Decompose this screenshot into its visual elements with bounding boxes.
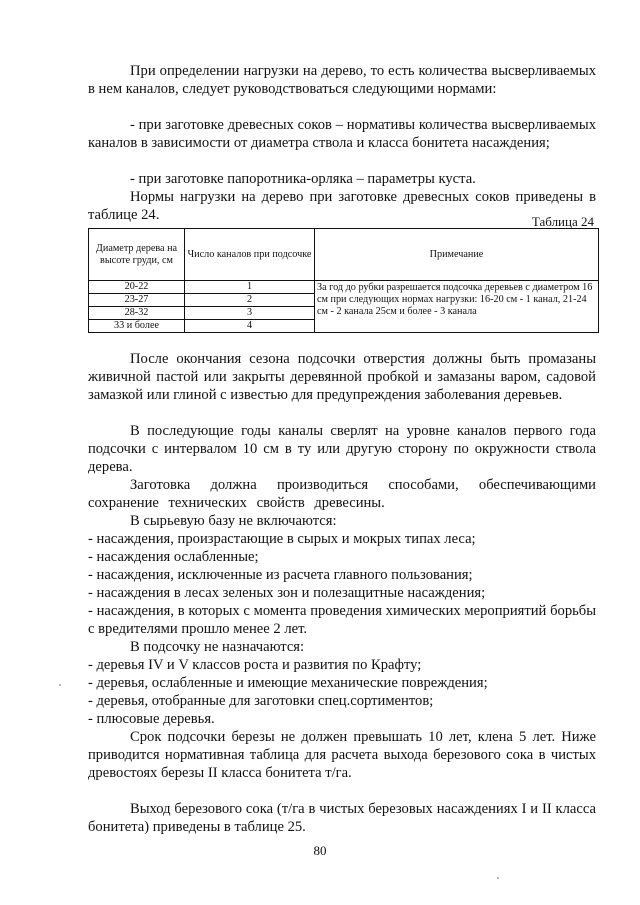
paragraph-bracken-norms: - при заготовке папоротника-орляка – параметры куста. xyxy=(130,171,476,187)
cell-channels: 3 xyxy=(185,307,315,320)
list-item: - плюсовые деревья. xyxy=(88,711,215,727)
list-item: - насаждения ослабленные; xyxy=(88,549,259,565)
cell-diameter: 20-22 xyxy=(89,281,185,294)
paragraph-table-25-ref: Выход березового сока (т/га в чистых березовых насаждениях I и II класса бонитета) приведены в таблице 25. xyxy=(88,801,596,835)
table-24-caption: Таблица 24 xyxy=(531,214,594,229)
list-item: - насаждения, произрастающие в сырых и мокрых типах леса; xyxy=(88,531,476,547)
table-24 xyxy=(88,228,599,333)
list-item: - насаждения в лесах зеленых зон и полезащитные насаждения; xyxy=(88,585,486,601)
list-item: - деревья, отобранные для заготовки спец.сортиментов; xyxy=(88,693,434,709)
cell-diameter: 33 и более xyxy=(89,320,185,333)
cell-channels: 2 xyxy=(185,294,315,307)
paragraph-not-assigned-heading: В подсочку не назначаются: xyxy=(130,639,305,655)
list-item: - деревья, ослабленные и имеющие механические повреждения; xyxy=(88,675,488,691)
list-item: - насаждения, исключенные из расчета главного пользования; xyxy=(88,567,473,583)
cell-channels: 4 xyxy=(185,320,315,333)
paragraph-tapping-period: Срок подсочки березы не должен превышать 10 лет, клена 5 лет. Ниже приводится нормативная таблица для расчета выхода березового сока в чистых древостоях березы II класса бонитета т/га. xyxy=(88,729,596,781)
cell-diameter: 23-27 xyxy=(89,294,185,307)
paragraph-excluded-heading: В сырьевую базу не включаются: xyxy=(130,513,337,529)
list-item: - насаждения, в которых с момента проведения химических мероприятий борьбы с вредителями прошло менее 2 лет. xyxy=(88,603,596,637)
scan-speck xyxy=(497,877,499,879)
scan-speck xyxy=(59,684,61,686)
header-diameter: Диаметр дерева на высоте груди, см xyxy=(89,229,185,281)
paragraph-sealing: После окончания сезона подсочки отверстия должны быть промазаны живичной пастой или закрыты деревянной пробкой и замазаны варом, садовой замазкой или глиной с известью для предупреждения заболевания деревьев. xyxy=(88,351,596,403)
cell-channels: 1 xyxy=(185,281,315,294)
paragraph-harvest-methods: Заготовка должна производиться способами, обеспечивающими сохранение технических свойств древесины. xyxy=(88,477,596,511)
header-note: Примечание xyxy=(315,229,599,281)
cell-diameter: 28-32 xyxy=(89,307,185,320)
list-item: - деревья IV и V классов роста и развития по Крафту; xyxy=(88,657,422,673)
paragraph-sap-norms: - при заготовке древесных соков – нормативы количества высверливаемых каналов в зависимости от диаметра ствола и класса бонитета насаждения; xyxy=(88,117,596,151)
paragraph-load-norms: При определении нагрузки на дерево, то есть количества высверливаемых в нем каналов, следует руководствоваться следующими нормами: xyxy=(88,63,596,97)
paragraph-table-ref: Нормы нагрузки на дерево при заготовке древесных соков приведены в таблице 24. xyxy=(88,189,596,223)
paragraph-following-years: В последующие годы каналы сверлят на уровне каналов первого года подсочки с интервалом 10 см в ту или другую сторону по окружности ствола дерева. xyxy=(88,423,596,475)
table-row xyxy=(89,281,599,294)
cell-note: За год до рубки разрешается подсочка деревьев с диаметром 16 см при следующих нормах нагрузки: 16-20 см - 1 канал, 21-24 см - 2 канала 25см и более - 3 канала xyxy=(315,281,599,333)
header-channels: Число каналов при подсочке xyxy=(185,229,315,281)
page-number: 80 xyxy=(313,843,327,858)
